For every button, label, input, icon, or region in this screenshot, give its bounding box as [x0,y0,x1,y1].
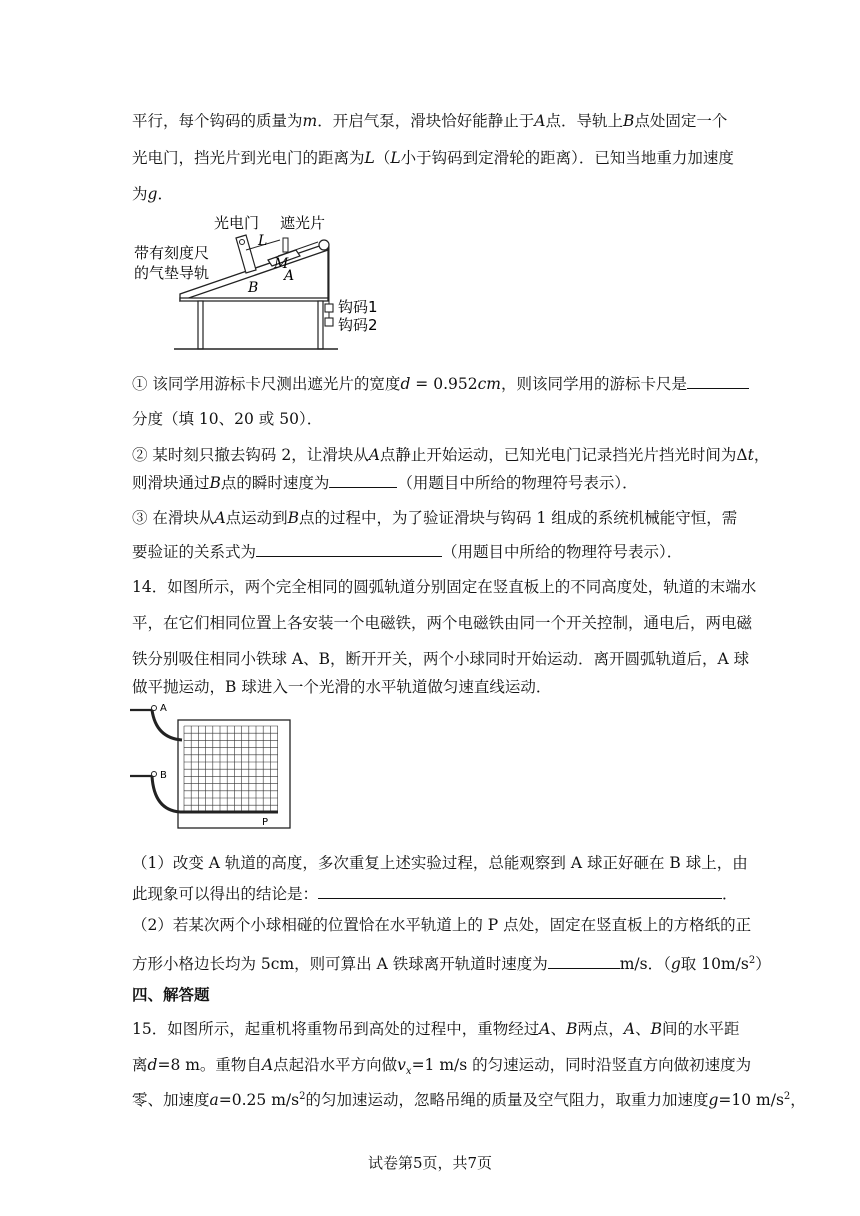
section-heading: 四、解答题 [132,985,210,1004]
q14-sub2-line-1: （2）若某次两个小球相碰的位置恰在水平轨道上的 P 点处，固定在竖直板上的方格纸的正 [132,916,752,934]
q15-text-line-3: 零、加速度a=0.25 $m/s^2$的匀加速运动，忽略吊绳的质量及空气阻力，取重力加速度g=10 $m/s^2$， [132,1091,806,1110]
ball-b-label: B [160,770,167,781]
weight-1 [325,304,333,312]
shutter-plate [283,238,288,252]
q13-part3-line-2: 要验证的关系式为 （用题目中所给的物理符号表示）． [132,540,682,563]
q13-part2-line-1: ② 某时刻只撤去钩码 2，让滑块从A点静止开始运动，已知光电门记录挡光片挡光时间为Δt， [132,446,770,464]
table-leg-left [198,301,203,349]
photogate-label: 光电门 [214,214,260,232]
q13-part3-line-1: ③ 在滑块从A点运动到B点的过程中，为了验证滑块与钩码 1 组成的系统机械能守恒，需 [132,509,738,527]
grid-paper [184,726,278,812]
length-L-label: L [258,233,268,249]
q14-text-line-2: 平，在它们相同位置上各安装一个电磁铁，两个电磁铁由同一个开关控制，通电后，两电磁 [132,614,753,632]
q15-text-line-1: 15．如图所示，起重机将重物吊到高处的过程中，重物经过A、B两点，A、B间的水平距 [132,1020,740,1038]
rail-label-line-1: 带有刻度尺 [134,244,210,262]
q14-text-line-4: 做平抛运动，B 球进入一个光滑的水平轨道做匀速直线运动． [132,678,552,696]
q13-part1-line-1: ① 该同学用游标卡尺测出遮光片的宽度d = 0.952cm，则该同学用的游标卡尺是 [132,372,749,395]
answer-blank-speed[interactable] [548,952,620,969]
track-b-curve [152,776,180,812]
q13-part2-line-2: 则滑块通过B点的瞬时速度为 （用题目中所给的物理符号表示）． [132,471,638,494]
q13-text-line-3: 为g． [132,185,173,203]
q14-text-line-1: 14．如图所示，两个完全相同的圆弧轨道分别固定在竖直板上的不同高度处，轨道的末端水 [132,578,757,596]
answer-blank-velocity[interactable] [329,471,397,488]
q13-text-line-1: 平行，每个钩码的质量为m．开启气泵，滑块恰好能静止于A点．导轨上B点处固定一个 [132,112,728,130]
ball-b [152,772,157,777]
q15-text-line-2: 离d=8 m。重物自A点起沿水平方向做$v_x=1$ m/s 的匀速运动，同时沿竖直方向做初速度为 [132,1056,752,1078]
q14-sub2-line-2: 方形小格边长均为 5cm，则可算出 A 铁球离开轨道时速度为 m/s．（g取 $10m/s^2$） [132,950,771,975]
ball-a [152,706,157,711]
air-track-figure [128,208,418,356]
ball-a-label: A [160,703,167,714]
weight-1-label: 钩码1 [338,298,378,316]
table-leg-right [318,301,323,349]
rail-label-line-2: 的气垫导轨 [134,264,210,282]
weight-2 [325,318,333,326]
pulley [319,240,329,250]
weight-2-label: 钩码2 [338,316,378,334]
q13-text-line-2: 光电门，挡光片到光电门的距离为L（L小于钩码到定滑轮的距离）．已知当地重力加速度 [132,149,734,167]
shutter-label: 遮光片 [280,214,326,232]
q14-sub1-line-1: （1）改变 A 轨道的高度，多次重复上述实验过程，总能观察到 A 球正好砸在 B 球上，由 [132,854,748,872]
q14-sub1-line-2: 此现象可以得出的结论是： ． [132,882,738,905]
point-A-label: A [284,268,295,284]
point-p-label: P [262,817,269,828]
q13-part1-line-2: 分度（填 10、20 或 50）． [132,410,323,428]
point-B-label: B [248,280,259,296]
answer-blank-vernier[interactable] [687,372,749,389]
slider-M-label: M [274,256,289,272]
projectile-grid-figure [128,700,298,830]
page-footer: 试卷第5页，共7页 [367,1154,493,1172]
answer-blank-conclusion[interactable] [318,882,722,899]
photogate-device [236,235,256,273]
answer-blank-relation[interactable] [256,540,442,557]
q14-text-line-3: 铁分别吸住相同小铁球 A、B，断开开关，两个小球同时开始运动．离开圆弧轨道后，A 球 [132,650,750,668]
